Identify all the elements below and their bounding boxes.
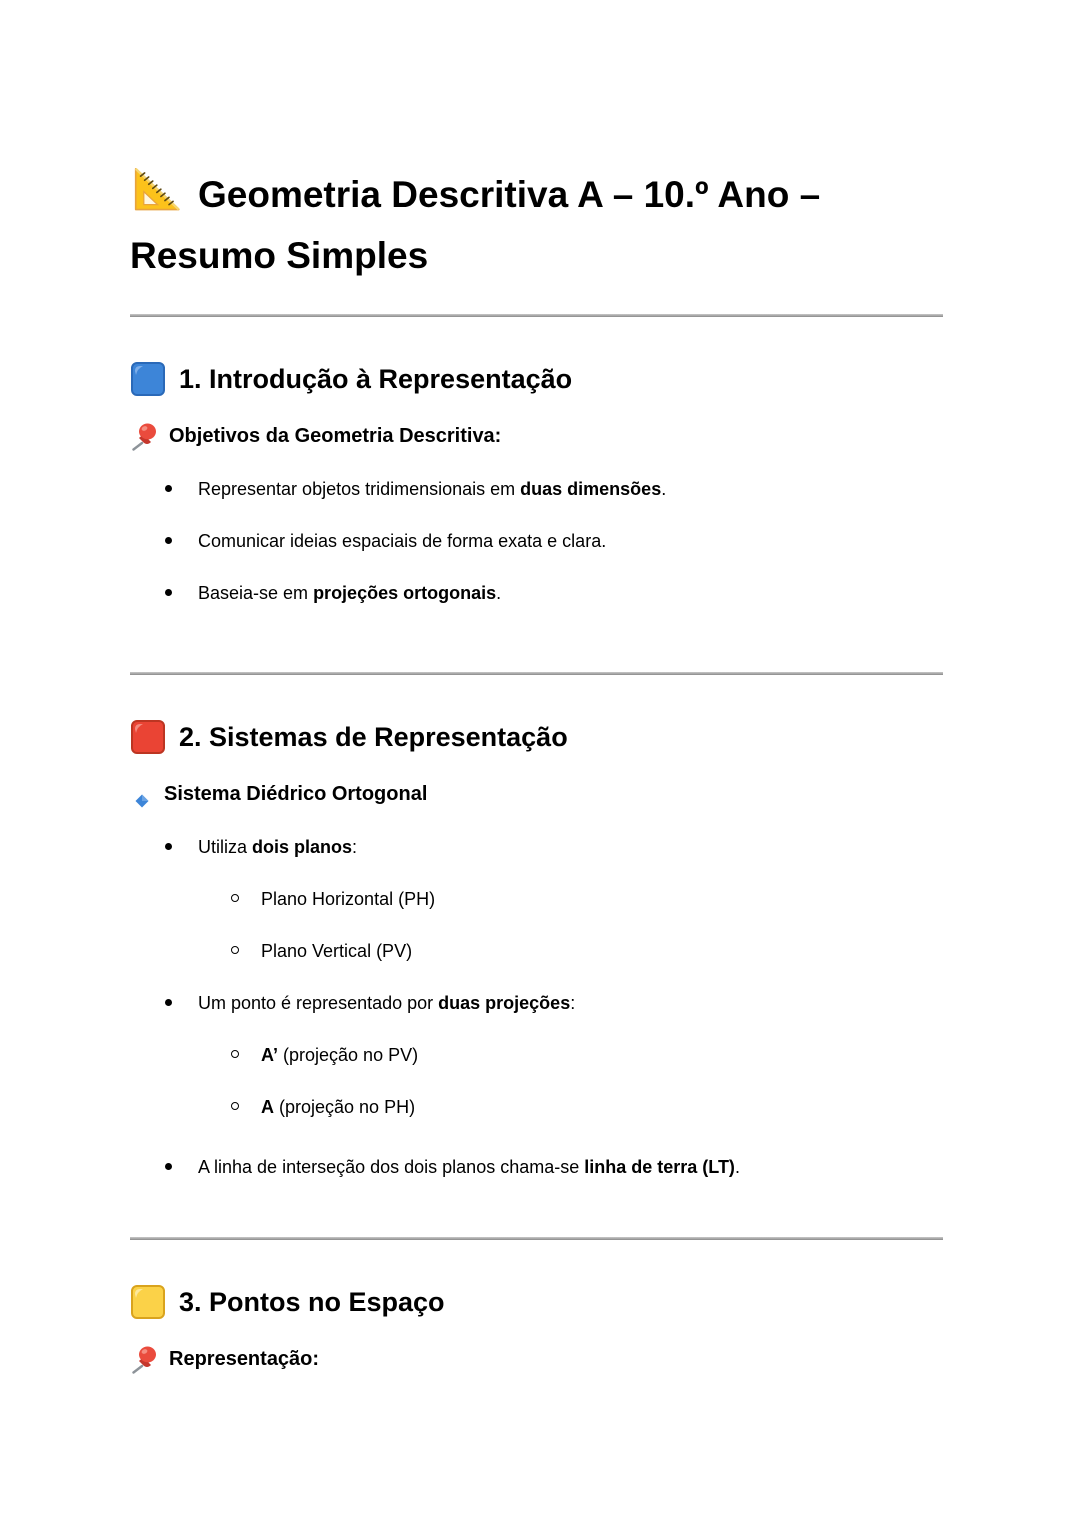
section-heading-2-label: 2. Sistemas de Representação [179, 722, 568, 752]
red-square-icon [130, 719, 166, 755]
pushpin-icon [130, 1344, 160, 1374]
diamond-heading-sistema [130, 779, 943, 809]
list-item [231, 1043, 943, 1067]
list-item-text: Comunicar ideias espaciais de forma exata e clara. [198, 531, 607, 551]
section-heading-1 [130, 361, 943, 397]
list-item-text: Baseia-se em projeções ortogonais. [198, 583, 502, 603]
yellow-square-icon [130, 1284, 166, 1320]
list-item-text: A’ (projeção no PV) [261, 1045, 419, 1065]
horizontal-rule [130, 672, 943, 675]
list-item-text: Um ponto é representado por duas projeções: [198, 993, 576, 1013]
list-item [165, 991, 943, 1015]
bullet-dot-icon [165, 485, 172, 492]
triangular-ruler-icon [130, 167, 182, 228]
bullet-circle-icon [231, 1050, 239, 1058]
pushpin-icon [130, 421, 160, 451]
list-item-text: Plano Horizontal (PH) [261, 889, 436, 909]
diamond-heading-sistema-label: Sistema Diédrico Ortogonal [164, 783, 428, 805]
pin-heading-objetivos [130, 421, 943, 451]
list-item [165, 835, 943, 859]
list-item [231, 887, 943, 911]
bullet-dot-icon [165, 537, 172, 544]
bullet-circle-icon [231, 946, 239, 954]
list-item-text: Plano Vertical (PV) [261, 941, 413, 961]
list-item [165, 1155, 943, 1179]
list-item-text: Utiliza dois planos: [198, 837, 358, 857]
page-title-line1: Geometria Descritiva A – 10.º Ano – [198, 174, 821, 215]
bullet-circle-icon [231, 1102, 239, 1110]
bullet-dot-icon [165, 999, 172, 1006]
horizontal-rule [130, 314, 943, 317]
section-heading-2 [130, 719, 943, 755]
list-item-text: Representar objetos tridimensionais em duas dimensões. [198, 479, 667, 499]
bullet-circle-icon [231, 894, 239, 902]
section-heading-3 [130, 1284, 943, 1320]
pin-heading-representacao-label: Representação: [169, 1348, 320, 1370]
list-item-text: A (projeção no PH) [261, 1097, 416, 1117]
bullet-dot-icon [165, 1163, 172, 1170]
section-heading-3-label: 3. Pontos no Espaço [179, 1287, 445, 1317]
small-blue-diamond-icon [135, 787, 149, 801]
pin-heading-representacao [130, 1344, 943, 1374]
horizontal-rule [130, 1237, 943, 1240]
pin-heading-objetivos-label: Objetivos da Geometria Descritiva: [169, 425, 502, 447]
list-item [231, 939, 943, 963]
list-item-text: A linha de interseção dos dois planos chama-se linha de terra (LT). [198, 1157, 740, 1177]
list-item [165, 477, 943, 501]
page-title [130, 0, 943, 283]
bullet-dot-icon [165, 589, 172, 596]
list-item [231, 1095, 943, 1119]
list-item [165, 529, 943, 553]
section-heading-1-label: 1. Introdução à Representação [179, 364, 573, 394]
list-item [165, 581, 943, 605]
page-title-line2: Resumo Simples [130, 235, 429, 276]
blue-square-icon [130, 361, 166, 397]
bullet-dot-icon [165, 843, 172, 850]
